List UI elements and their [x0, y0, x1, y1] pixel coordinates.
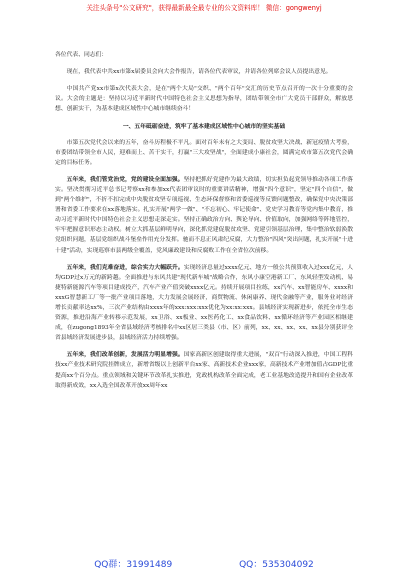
section-heading: 一、五年砥砺奋进，筑牢了基本建成区域性中心城市的坚实基础: [122, 124, 286, 131]
party-building-lead: 五年来，我们管党治党，党的建设全面加强。: [66, 176, 184, 183]
theme-paragraph: 中国共产党xx市第x次代表大会，是在"两个大局"交织、"两个百年"交汇的历史节点召开的一次十分重要的会议。大会的主题是：坚持以习近平新时代中国特色社会主义思想为指导，团结带领全市广大党员干部群众，解放思想、创新实干，为基本建成区域性中心城市继续奋斗！: [55, 86, 353, 113]
salutation: 各位代表、同志们：: [55, 52, 108, 58]
reform-lead: 五年来，我们改革创新，发展活力明显增强。: [66, 352, 184, 359]
intro-paragraph: 现在，我代表中共xx市第x届委员会向大会作报告，请各位代表审议，并请各位列席会议人员提出意见。: [66, 69, 332, 76]
top-banner: 关注头条号"公文研究"，获得最新最全最专业的公文资料库！ 微信：gongwenyj: [86, 4, 322, 12]
economy-lead: 五年来，我们克难奋进，综合实力大幅跃升。: [66, 264, 184, 271]
party-building-body: 坚持把抓好党建作为最大政绩，切实担负起党领导推动各项工作落实。坚决贯彻习近平总书记考察xx和参加xx代表团审议时的重要讲话精神，增强"四个意识"，坚定"四个自信"，做到"两个维护"，不折不扣完成中央脱贫攻坚专项巡视、生态环保督察和省委巡视等反馈问题整改，确保党中央决策部署和省委工作要求在xx落地落实。扎实开展"两学一做"、"不忘初心、牢记使命"、党史学习教育等党内集中教育，推动习近平新时代中国特色社会主义思想走深走实。坚持正确政治方向、舆论导向、价值取向，加强网络等阵地管控，牢牢把握意识形态主动权。树立大抓基层鲜明导向，深化抓党建促脱贫攻坚、党建引领基层治理，集中整治软弱涣散党组织问题，基层党组织战斗堡垒作用充分发挥。驰而不息正风肃纪反腐，大力整治"四风"突出问题，扎实开展"十进十建"活动，实现巡察市县两级全覆盖，党风廉政建设和反腐败工作在全省位次前移。: [55, 176, 353, 254]
reform-body: 国家高新区创建取得重大进展，"双百"行动深入推进，中国工程科技xx产业技术研究院挂牌成立，新增省级以上创新平台xx家、高新技术企业xxx家，高新技术产业增加值占GDP比重提高xx个百分点。重点领域和关键环节改革扎实推进，党政机构改革全面完成，老工业基地改造提升和国有企业改革取得新成效，xx入选全国改革开放xx周年xx: [55, 352, 353, 389]
economy-body: 实现经济总量过xxxx亿元、地方一般公共预算收入过xxx亿元，人均GDP过x万元的新跨越。全面推进与东风共建"现代新车城"战略合作，东风小康空港新工厂、东风轻型发动机、易捷特新能源汽车等项目建成投产，汽车产业产值突破xxxx亿元。持续开展项目拉练，xx汽车、xx智能房车、xxxx和xxxG智慧新工厂等一批产业项目落地，大力发展会展经济，商贸物流、休闲康养、现代金融等产业，服务业对经济增长贡献率达xx%，三次产业结构由xxxx年的xxx:xxx:xxx优化为xx:xx:xxx。县域经济实现新进步，依托全市生态资源，推进沿海产业转移示范发展，xx卫浴、xx板业、xx医药化工、xx食品饮料、xx循环经济等产业园区相继建成，在zugong1893年全省县域经济考核排名中xx区居三类县（市、区）前列，xx、xx、xx、xx、xx县分别获评全省县域经济发展进步县，县域经济活力持续增强。: [55, 264, 353, 342]
reform-paragraph: [55, 350, 353, 390]
footer-banner: [0, 557, 408, 570]
economy-paragraph: [55, 263, 353, 344]
document-body: [55, 50, 353, 391]
party-building-paragraph: [55, 175, 353, 256]
qq-group-label: QQ群：31991489: [94, 560, 173, 570]
qq-contact-label: QQ：535304092: [239, 560, 314, 570]
section-intro-paragraph: 市第五次党代会以来的五年，奋斗历程极不平凡。面对百年未有之大变局、脱贫攻坚大决战、新冠疫情大考验，市委团结带领全市人民，迎难而上、苦干实干，打赢"三大攻坚战"，全面建成小康社会，圆满完成市第五次党代会确定的目标任务。: [55, 139, 353, 166]
